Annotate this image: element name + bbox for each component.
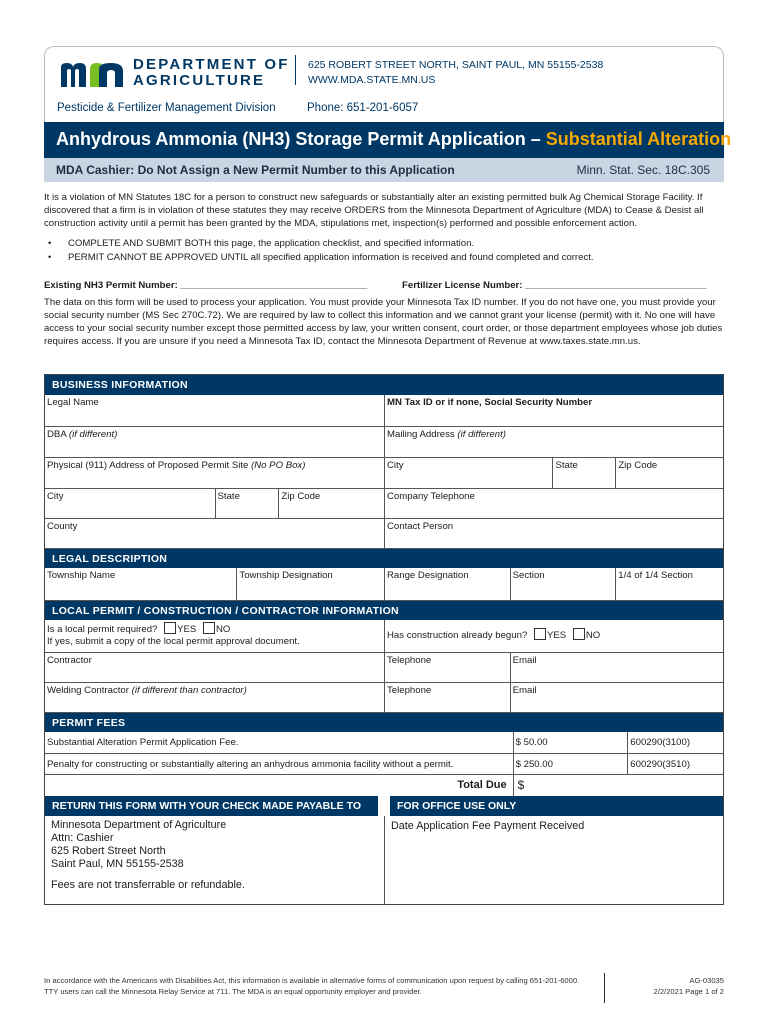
- section-label: Section: [512, 570, 545, 581]
- bullet-text: PERMIT CANNOT BE APPROVED UNTIL all specified application information is received and found completed and correct.: [68, 252, 594, 263]
- local-no-label: NO: [215, 624, 231, 635]
- cashier-notice: [44, 158, 724, 182]
- fee-description: Penalty for constructing or substantially altering an anhydrous ammonia facility without a permit.: [47, 759, 454, 770]
- zip-field[interactable]: [615, 458, 723, 488]
- mda-logo: [59, 57, 319, 93]
- contractor-email-label: Email: [512, 655, 537, 666]
- title-accent: Substantial Alteration: [545, 129, 732, 149]
- dba-label: DBA: [47, 429, 67, 440]
- tax-id-label: MN Tax ID or if none, Social Security Number: [387, 397, 593, 408]
- business-row-2: [45, 426, 723, 457]
- agency-address: [308, 58, 603, 88]
- business-row-4: [45, 488, 723, 518]
- township-designation-label: Township Designation: [239, 570, 333, 581]
- site-zip-field[interactable]: [278, 489, 384, 518]
- mailing-label: Mailing Address: [387, 429, 455, 440]
- physical-note: (No PO Box): [251, 460, 306, 471]
- local-yes-label: YES: [177, 624, 197, 635]
- construction-yes-label: YES: [546, 630, 567, 641]
- contractor-telephone-label: Telephone: [386, 655, 432, 666]
- permit-number-fields: [44, 280, 734, 291]
- business-row-5: [45, 518, 723, 548]
- ada-statement: In accordance with the Americans with Disabilities Act, this information is available in alternative forms of communication upon request by calling 651-201-6000.: [44, 976, 580, 985]
- local-permit-yes-checkbox[interactable]: [164, 622, 176, 634]
- bullet-item: • PERMIT CANNOT BE APPROVED UNTIL all specified application information is received and found completed and correct.: [48, 252, 594, 263]
- county-field[interactable]: [45, 519, 384, 548]
- local-permit-no-checkbox[interactable]: [203, 622, 215, 634]
- business-row-3: [45, 457, 723, 488]
- permit-fees-heading: PERMIT FEES: [45, 712, 723, 732]
- contact-person-field[interactable]: [384, 519, 723, 548]
- construction-yes-checkbox[interactable]: [534, 628, 546, 640]
- return-address-block: [45, 816, 384, 904]
- legal-description-heading: LEGAL DESCRIPTION: [45, 548, 723, 568]
- contractor-telephone-field[interactable]: [384, 653, 510, 682]
- header-divider: [295, 55, 296, 85]
- cashier-notice-text: MDA Cashier: Do Not Assign a New Permit Number to this Application: [56, 163, 455, 177]
- bullet-text: COMPLETE AND SUBMIT BOTH this page, the application checklist, and specified information.: [68, 238, 475, 249]
- address-website[interactable]: WWW.MDA.STATE.MN.US: [308, 74, 436, 86]
- non-refundable-note: Fees are not transferrable or refundable.: [51, 879, 245, 891]
- footer-divider: [604, 973, 605, 1003]
- legal-name-label: Legal Name: [47, 397, 99, 408]
- intro-paragraph: It is a violation of MN Statutes 18C for a person to construct new safeguards or substantially alter an existing permitted bulk Ag Chemical Storage Facility. If discovered that a firm is in violation of these statutes they may receive ORDERS from the Minnesota Department of Agriculture (MDA) to Cease & Desist all construction activity until a permit has been granted by the MDA, stipulations met, inspection(s) performed and possible enforcement action.: [44, 192, 704, 229]
- payment-date-label: Date Application Fee Payment Received: [391, 820, 585, 832]
- township-name-label: Township Name: [47, 570, 116, 581]
- logo-line-2: AGRICULTURE: [133, 72, 266, 89]
- dba-field[interactable]: [45, 427, 384, 457]
- logo-wordmark: [133, 57, 290, 89]
- section-field[interactable]: [510, 568, 616, 600]
- business-row-1: [45, 395, 723, 426]
- address-street: 625 ROBERT STREET NORTH, SAINT PAUL, MN 55155-2538: [308, 59, 604, 71]
- local-permit-note: If yes, submit a copy of the local permit approval document.: [47, 636, 300, 647]
- contractor-field[interactable]: [45, 653, 384, 682]
- welding-email-field[interactable]: [510, 683, 723, 712]
- dba-note: (if different): [68, 429, 118, 440]
- total-due-row: [45, 774, 723, 796]
- quarter-label: 1/4 of 1/4 Section: [618, 570, 693, 581]
- division-name: Pesticide & Fertilizer Management Division: [57, 102, 276, 114]
- site-zip-label: Zip Code: [281, 491, 321, 502]
- form-id: AG-03035: [689, 976, 724, 985]
- city-label: City: [386, 460, 404, 471]
- mailing-address-field[interactable]: [384, 427, 723, 457]
- application-form: [44, 374, 724, 905]
- privacy-notice: The data on this form will be used to process your application. You must provide your Minnesota Tax ID number. If you do not have one, you must provide your social security number (MS Sec 270C.72). We are required by law to collect this information and we cannot grant your license (permit) with it. No one will have access to your social security number except those permitted access by law, your written consent, court order, or those department employees whose job duties requires access. If you are unsure if you need a Minnesota Tax ID, contact the Minnesota Department of Revenue at www.taxes.state.mn.us.: [44, 297, 723, 347]
- division-phone: Phone: 651-201-6057: [307, 102, 419, 114]
- welding-label: Welding Contractor: [47, 685, 129, 696]
- return-address-line: 625 Robert Street North: [51, 845, 166, 857]
- company-telephone-label: Company Telephone: [387, 491, 475, 502]
- tty-statement: TTY users can call the Minnesota Relay Service at 711. The MDA is an equal opportunity employer and provider.: [44, 987, 422, 996]
- state-label: State: [555, 460, 578, 471]
- mailing-note: (if different): [457, 429, 506, 440]
- fee-amount: $ 50.00: [513, 732, 628, 753]
- logo-line-1: DEPARTMENT OF: [133, 56, 290, 73]
- range-designation-field[interactable]: [384, 568, 510, 600]
- fertilizer-license-number-field[interactable]: Fertilizer License Number: __________________________________: [402, 280, 707, 291]
- physical-address-field[interactable]: [45, 458, 384, 488]
- site-state-field[interactable]: [215, 489, 279, 518]
- total-due-label: Total Due: [457, 779, 507, 791]
- city-field[interactable]: [384, 458, 553, 488]
- return-address-line: Minnesota Department of Agriculture: [51, 819, 227, 831]
- company-telephone-field[interactable]: [384, 489, 723, 518]
- site-city-field[interactable]: [45, 489, 215, 518]
- local-row-2: [45, 652, 723, 682]
- fee-row: [45, 753, 723, 774]
- welding-email-label: Email: [512, 685, 537, 696]
- site-city-label: City: [47, 491, 64, 502]
- state-field[interactable]: [552, 458, 615, 488]
- total-due-field[interactable]: $: [513, 775, 723, 796]
- county-label: County: [47, 521, 78, 532]
- page-footer: [44, 975, 724, 997]
- local-row-1: [45, 620, 723, 652]
- return-address-line: Attn: Cashier: [51, 832, 114, 844]
- fee-amount: $ 250.00: [513, 754, 628, 774]
- welding-telephone-label: Telephone: [386, 685, 432, 696]
- bullet-item: • COMPLETE AND SUBMIT BOTH this page, the application checklist, and specified information.: [48, 238, 475, 249]
- construction-question: [384, 620, 723, 652]
- existing-permit-number-field[interactable]: Existing NH3 Permit Number: ___________________________________: [44, 280, 368, 291]
- quarter-section-field[interactable]: [615, 568, 723, 600]
- physical-label: Physical (911) Address of Proposed Permit Site: [47, 460, 249, 471]
- contractor-email-field[interactable]: [510, 653, 723, 682]
- fee-code: 600290(3100): [627, 732, 723, 753]
- township-designation-field[interactable]: [236, 568, 384, 600]
- form-id-block: [653, 975, 724, 997]
- construction-label: Has construction already begun?: [387, 630, 528, 641]
- zip-label: Zip Code: [618, 460, 658, 471]
- local-permit-label: Is a local permit required?: [47, 624, 158, 635]
- welding-contractor-field[interactable]: [45, 683, 384, 712]
- statute-reference: Minn. Stat. Sec. 18C.305: [576, 163, 710, 177]
- instruction-bullets: [44, 237, 734, 265]
- contact-label: Contact Person: [387, 521, 454, 532]
- local-permit-heading: LOCAL PERMIT / CONSTRUCTION / CONTRACTOR INFORMATION: [45, 600, 723, 620]
- fee-code: 600290(3510): [627, 754, 723, 774]
- fee-description: Substantial Alteration Permit Application Fee.: [47, 737, 239, 748]
- bottom-headings: [45, 796, 723, 816]
- return-address-line: Saint Paul, MN 55155-2538: [51, 858, 184, 870]
- tax-id-field[interactable]: [384, 395, 723, 426]
- local-permit-question: [45, 620, 384, 652]
- site-state-label: State: [217, 491, 240, 502]
- local-row-3: [45, 682, 723, 712]
- mn-logo-icon: [59, 61, 127, 89]
- legal-name-field[interactable]: [45, 395, 384, 426]
- page-title: [44, 122, 732, 158]
- bottom-row: [45, 816, 723, 904]
- township-name-field[interactable]: [45, 568, 236, 600]
- welding-note: (if different than contractor): [131, 685, 247, 696]
- return-heading: RETURN THIS FORM WITH YOUR CHECK MADE PAYABLE TO: [45, 796, 378, 816]
- business-info-heading: BUSINESS INFORMATION: [45, 375, 723, 395]
- construction-no-label: NO: [585, 630, 601, 641]
- construction-no-checkbox[interactable]: [573, 628, 585, 640]
- legal-row: [45, 568, 723, 600]
- fee-row: [45, 732, 723, 753]
- page-number: 2/2/2021 Page 1 of 2: [653, 987, 724, 996]
- header-card: [44, 46, 724, 122]
- title-main: Anhydrous Ammonia (NH3) Storage Permit Application –: [56, 129, 546, 149]
- office-use-heading: FOR OFFICE USE ONLY: [390, 796, 723, 816]
- office-use-block: [384, 816, 723, 904]
- contractor-label: Contractor: [47, 655, 92, 666]
- welding-telephone-field[interactable]: [384, 683, 510, 712]
- range-label: Range Designation: [386, 570, 469, 581]
